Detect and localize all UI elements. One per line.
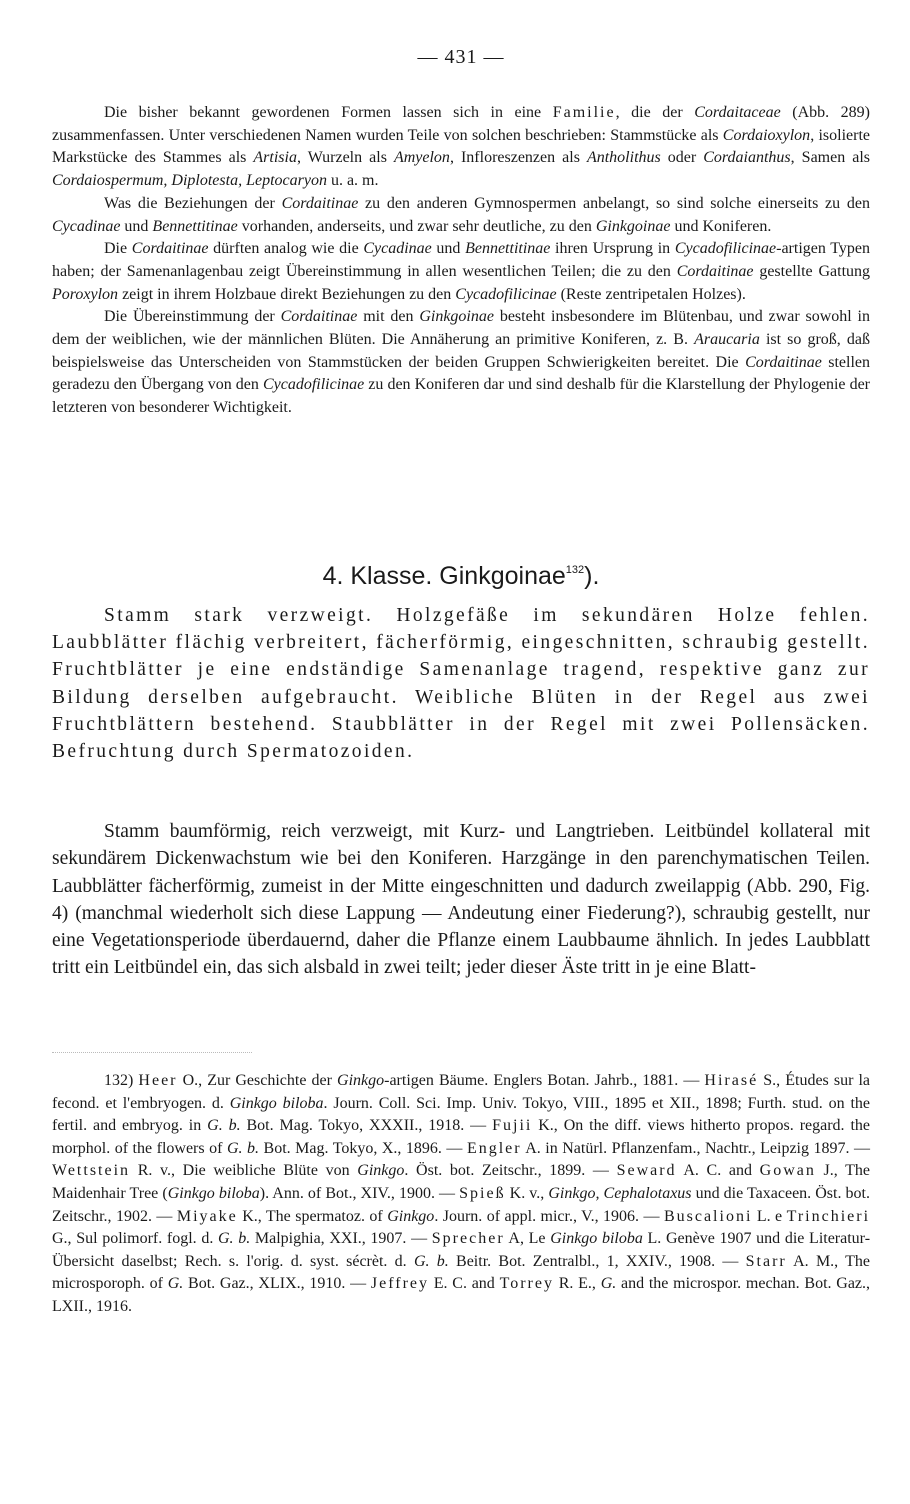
text-run: S., Études sur la fecond. et l'embryogen. d. xyxy=(52,1072,871,1112)
italic-term: Cordaiospermum, Diplotesta, Leptocaryon xyxy=(52,172,327,190)
class-diagnosis xyxy=(52,602,870,765)
text-run: und xyxy=(431,240,466,258)
spaced-name: Seward xyxy=(616,1162,677,1180)
footnote-paragraph xyxy=(52,1070,870,1319)
italic-term: Cordaitinae xyxy=(131,240,209,258)
text-run: ihren Ursprung in xyxy=(550,240,675,258)
text-run: und xyxy=(120,217,153,235)
footnote-rule xyxy=(52,1052,252,1053)
intro-paragraph xyxy=(52,306,870,420)
text-run: -artigen Bäume. Englers Botan. Jahrb., 1881. — xyxy=(384,1072,705,1089)
text-run: Die xyxy=(104,240,132,258)
text-run: E. C. and xyxy=(429,1275,500,1293)
italic-term: Bennettitinae xyxy=(465,240,551,258)
italic-term: Ginkgoinae xyxy=(419,308,494,326)
italic-term: Cycadofilicinae xyxy=(674,240,777,258)
italic-term: Araucaria xyxy=(694,331,760,349)
italic-term: Cordaitinae xyxy=(281,194,359,212)
italic-term: Cordaitinae xyxy=(676,262,754,280)
italic-term: G. b. xyxy=(218,1230,251,1248)
italic-term: Ginkgo xyxy=(337,1072,385,1089)
text-run: zeigt in ihrem Holzbaue direkt Beziehungen zu den xyxy=(118,285,456,303)
body-paragraph: Stamm baumförmig, reich verzweigt, mit Kurz- und Langtrieben. Leitbündel kollateral mit sekundärem Dickenwachstum wie bei den Koniferen. Harzgänge in den parenchymatischen Teilen. Laubblätter fächerförmig, zumeist in der Mitte eingeschnitten und dadurch zweilappig (Abb. 290, Fig. 4) (manchmal wiederholt sich diese Lappung — Andeutung einer Fiederung?), schraubig gestellt, nur eine Vegetationsperiode überdauernd, daher die Pflanze einem Laubbaume ähnlich. In jedes Laubblatt tritt ein Leitbündel ein, das sich alsbald in zwei teilt; jeder dieser Äste tritt in je eine Blatt- xyxy=(52,821,870,979)
text-run: L. Genève 1907 und die Literatur-Übersicht daselbst; Rech. s. l'orig. d. syst. sécrèt. d. xyxy=(52,1230,871,1270)
text-run: ). Ann. of Bot., XIV., 1900. — xyxy=(259,1184,460,1202)
italic-term: Cycadinae xyxy=(363,240,432,258)
text-run: , isolierte Markstücke des Stammes als xyxy=(52,126,871,167)
italic-term: Ginkgo xyxy=(387,1207,435,1225)
heading-close: ). xyxy=(584,562,600,590)
italic-term: Ginkgo biloba xyxy=(550,1230,643,1248)
text-run: -artigen Typen haben; der Samenanlagenbau zeigt Übereinstimmung in allen wesentlichen Teilen; die zu den xyxy=(52,240,871,280)
spaced-name: Wettstein xyxy=(52,1162,131,1180)
text-run: K., On the diff. views hitherto propos. regard. the morphol. of the flowers of xyxy=(52,1117,871,1157)
text-run: K. v., xyxy=(505,1184,549,1202)
spaced-name: Fujii xyxy=(492,1117,533,1135)
text-run: A, Le xyxy=(504,1230,551,1248)
text-run: Beitr. Bot. Zentralbl., 1, XXIV., 1908. — xyxy=(448,1252,746,1270)
intro-section xyxy=(52,102,870,420)
text-run: J., The Maidenhair Tree ( xyxy=(52,1162,870,1202)
text-run: oder xyxy=(660,149,704,167)
spaced-name: Buscalioni xyxy=(663,1207,753,1225)
text-run: besteht insbesondere im Blütenbau, und zwar sowohl in dem der weiblichen, wie der männlichen Blüten. Die Annäherung an primitive Koniferen, z. B. xyxy=(52,308,870,349)
spaced-name: Miyake xyxy=(176,1207,238,1225)
intro-paragraph xyxy=(52,193,870,238)
diagnosis-paragraph: Stamm stark verzweigt. Holzgefäße im sekundären Holze fehlen. Laubblätter flächig verbreitert, fächerförmig, eingeschnitten, schraubig gestellt. Fruchtblätter je eine endständige Samenanlage tragend, respektive ganz zur Bildung derselben aufgebraucht. Weibliche Blüten in der Regel aus zwei Fruchtblättern bestehend. Staubblätter in der Regel mit zwei Pollensäcken. Befruchtung durch Spermatozoiden. xyxy=(52,605,870,763)
italic-term: Cordaioxylon xyxy=(722,126,811,144)
italic-term: Cycadofilicinae xyxy=(455,285,557,303)
text-run: (Reste zentripetalen Holzes). xyxy=(556,285,746,303)
italic-term: G. b. xyxy=(226,1139,260,1157)
intro-paragraph xyxy=(52,238,870,306)
text-run: , Wurzeln als xyxy=(296,149,394,167)
text-run: R. v., Die weibliche Blüte von xyxy=(130,1162,358,1180)
text-run: zu den Koniferen dar und sind deshalb für die Klarstellung der Phylogenie der letzteren von besonderer Wichtigkeit. xyxy=(52,376,871,417)
text-run: 132) xyxy=(104,1072,139,1089)
spaced-name: Trinchieri xyxy=(786,1207,871,1225)
body-text xyxy=(52,818,870,982)
text-run: and the microspor. mechan. Bot. Gaz., LXII., 1916. xyxy=(52,1275,871,1315)
spaced-name: Jeffrey xyxy=(370,1275,429,1293)
text-run: , Infloreszenzen als xyxy=(449,149,587,167)
text-run: K., The spermatoz. of xyxy=(237,1207,388,1225)
spaced-name: Engler xyxy=(466,1139,522,1157)
text-run: R. E., xyxy=(553,1275,601,1293)
spaced-name: Heer xyxy=(138,1072,178,1089)
text-run: ist so groß, daß beispielsweise das Unterscheiden von Stammstücken der beiden Gruppen Schwierigkeiten bereitet. Die xyxy=(52,331,871,371)
italic-term: G. b. xyxy=(413,1252,449,1270)
spaced-name: Familie xyxy=(552,104,616,121)
italic-term: Poroxylon xyxy=(52,285,119,303)
text-run: Bot. Gaz., XLIX., 1910. — xyxy=(183,1275,371,1293)
text-run: Bot. Mag. Tokyo, XXXII., 1918. — xyxy=(240,1117,493,1135)
text-run: L. e xyxy=(752,1207,787,1225)
text-run: Bot. Mag. Tokyo, X., 1896. — xyxy=(259,1139,467,1157)
spaced-name: Starr xyxy=(745,1252,787,1270)
italic-term: Ginkgo xyxy=(357,1162,405,1180)
text-run: Die bisher bekannt gewordenen Formen lassen sich in eine xyxy=(104,104,553,121)
text-run: und die Taxaceen. Öst. bot. Zeitschr., 1902. — xyxy=(52,1184,870,1225)
text-run: A. M., The microsporoph. of xyxy=(52,1252,871,1293)
italic-term: Antholithus xyxy=(586,149,661,167)
italic-term: Cycadinae xyxy=(52,217,121,235)
italic-term: Cordaitinae xyxy=(280,308,358,326)
spaced-name: Torrey xyxy=(499,1275,554,1293)
text-run: Die Übereinstimmung der xyxy=(104,308,281,326)
text-run: , die der xyxy=(615,104,695,121)
spaced-name: Hirasé xyxy=(704,1072,759,1089)
text-run: und Koniferen. xyxy=(670,217,772,235)
italic-term: G. xyxy=(167,1275,184,1293)
italic-term: G. b. xyxy=(207,1117,241,1135)
section-heading xyxy=(52,562,870,591)
heading-text: 4. Klasse. Ginkgoinae xyxy=(322,562,566,590)
italic-term: G. xyxy=(600,1275,617,1293)
italic-term: Cordaianthus xyxy=(703,149,791,167)
italic-term: Cordaitinae xyxy=(745,353,822,371)
text-run: stellen geradezu den Übergang von den xyxy=(52,353,871,394)
text-run: Malpighia, XXI., 1907. — xyxy=(250,1230,432,1248)
italic-term: Ginkgoinae xyxy=(595,217,671,235)
text-run: Was die Beziehungen der xyxy=(104,194,282,212)
spaced-name: Spieß xyxy=(459,1184,506,1202)
italic-term: Ginkgo biloba xyxy=(167,1184,260,1202)
intro-paragraph xyxy=(52,102,870,193)
text-run: vorhanden, anderseits, und zwar sehr deutliche, zu den xyxy=(237,217,596,235)
spaced-name: Sprecher xyxy=(431,1230,505,1248)
text-run: . Journ. Coll. Sci. Imp. Univ. Tokyo, VIII., 1895 et XII., 1898; Furth. stud. on the fertil. and embryog. in xyxy=(52,1094,870,1135)
italic-term: Ginkgo biloba xyxy=(229,1094,324,1112)
text-run: u. a. m. xyxy=(326,172,379,190)
italic-term: Bennettitinae xyxy=(152,217,238,235)
text-run: (Abb. 289) zusammenfassen. Unter verschiedenen Namen wurden Teile von solchen beschrieben: Stammstücke als xyxy=(52,104,871,144)
italic-term: Artisia xyxy=(253,149,297,167)
text-run: mit den xyxy=(357,308,420,326)
italic-term: Amyelon xyxy=(393,149,450,167)
text-run: gestellte Gattung xyxy=(753,262,871,280)
text-run: . Öst. bot. Zeitschr., 1899. — xyxy=(404,1162,617,1180)
text-run: zu den anderen Gymnospermen anbelangt, so sind solche einerseits zu den xyxy=(358,194,870,212)
text-run: A. in Natürl. Pflanzenfam., Nachtr., Leipzig 1897. — xyxy=(521,1139,871,1157)
footnote xyxy=(52,1070,870,1319)
italic-term: Cycadofilicinae xyxy=(262,376,365,394)
page-number: — 431 — xyxy=(417,46,505,68)
text-run: O., Zur Geschichte der xyxy=(177,1072,338,1089)
italic-term: Cordaitaceae xyxy=(694,104,781,121)
heading-footnote-ref: 132 xyxy=(565,564,585,576)
spaced-name: Gowan xyxy=(759,1162,816,1180)
text-run: dürften analog wie die xyxy=(208,240,364,258)
italic-term: Ginkgo, Cephalotaxus xyxy=(548,1184,692,1202)
text-run: G., Sul polimorf. fogl. d. xyxy=(52,1230,218,1248)
text-run: , Samen als xyxy=(790,149,871,167)
text-run: A. C. and xyxy=(676,1162,760,1180)
text-run: . Journ. of appl. micr., V., 1906. — xyxy=(434,1207,664,1225)
